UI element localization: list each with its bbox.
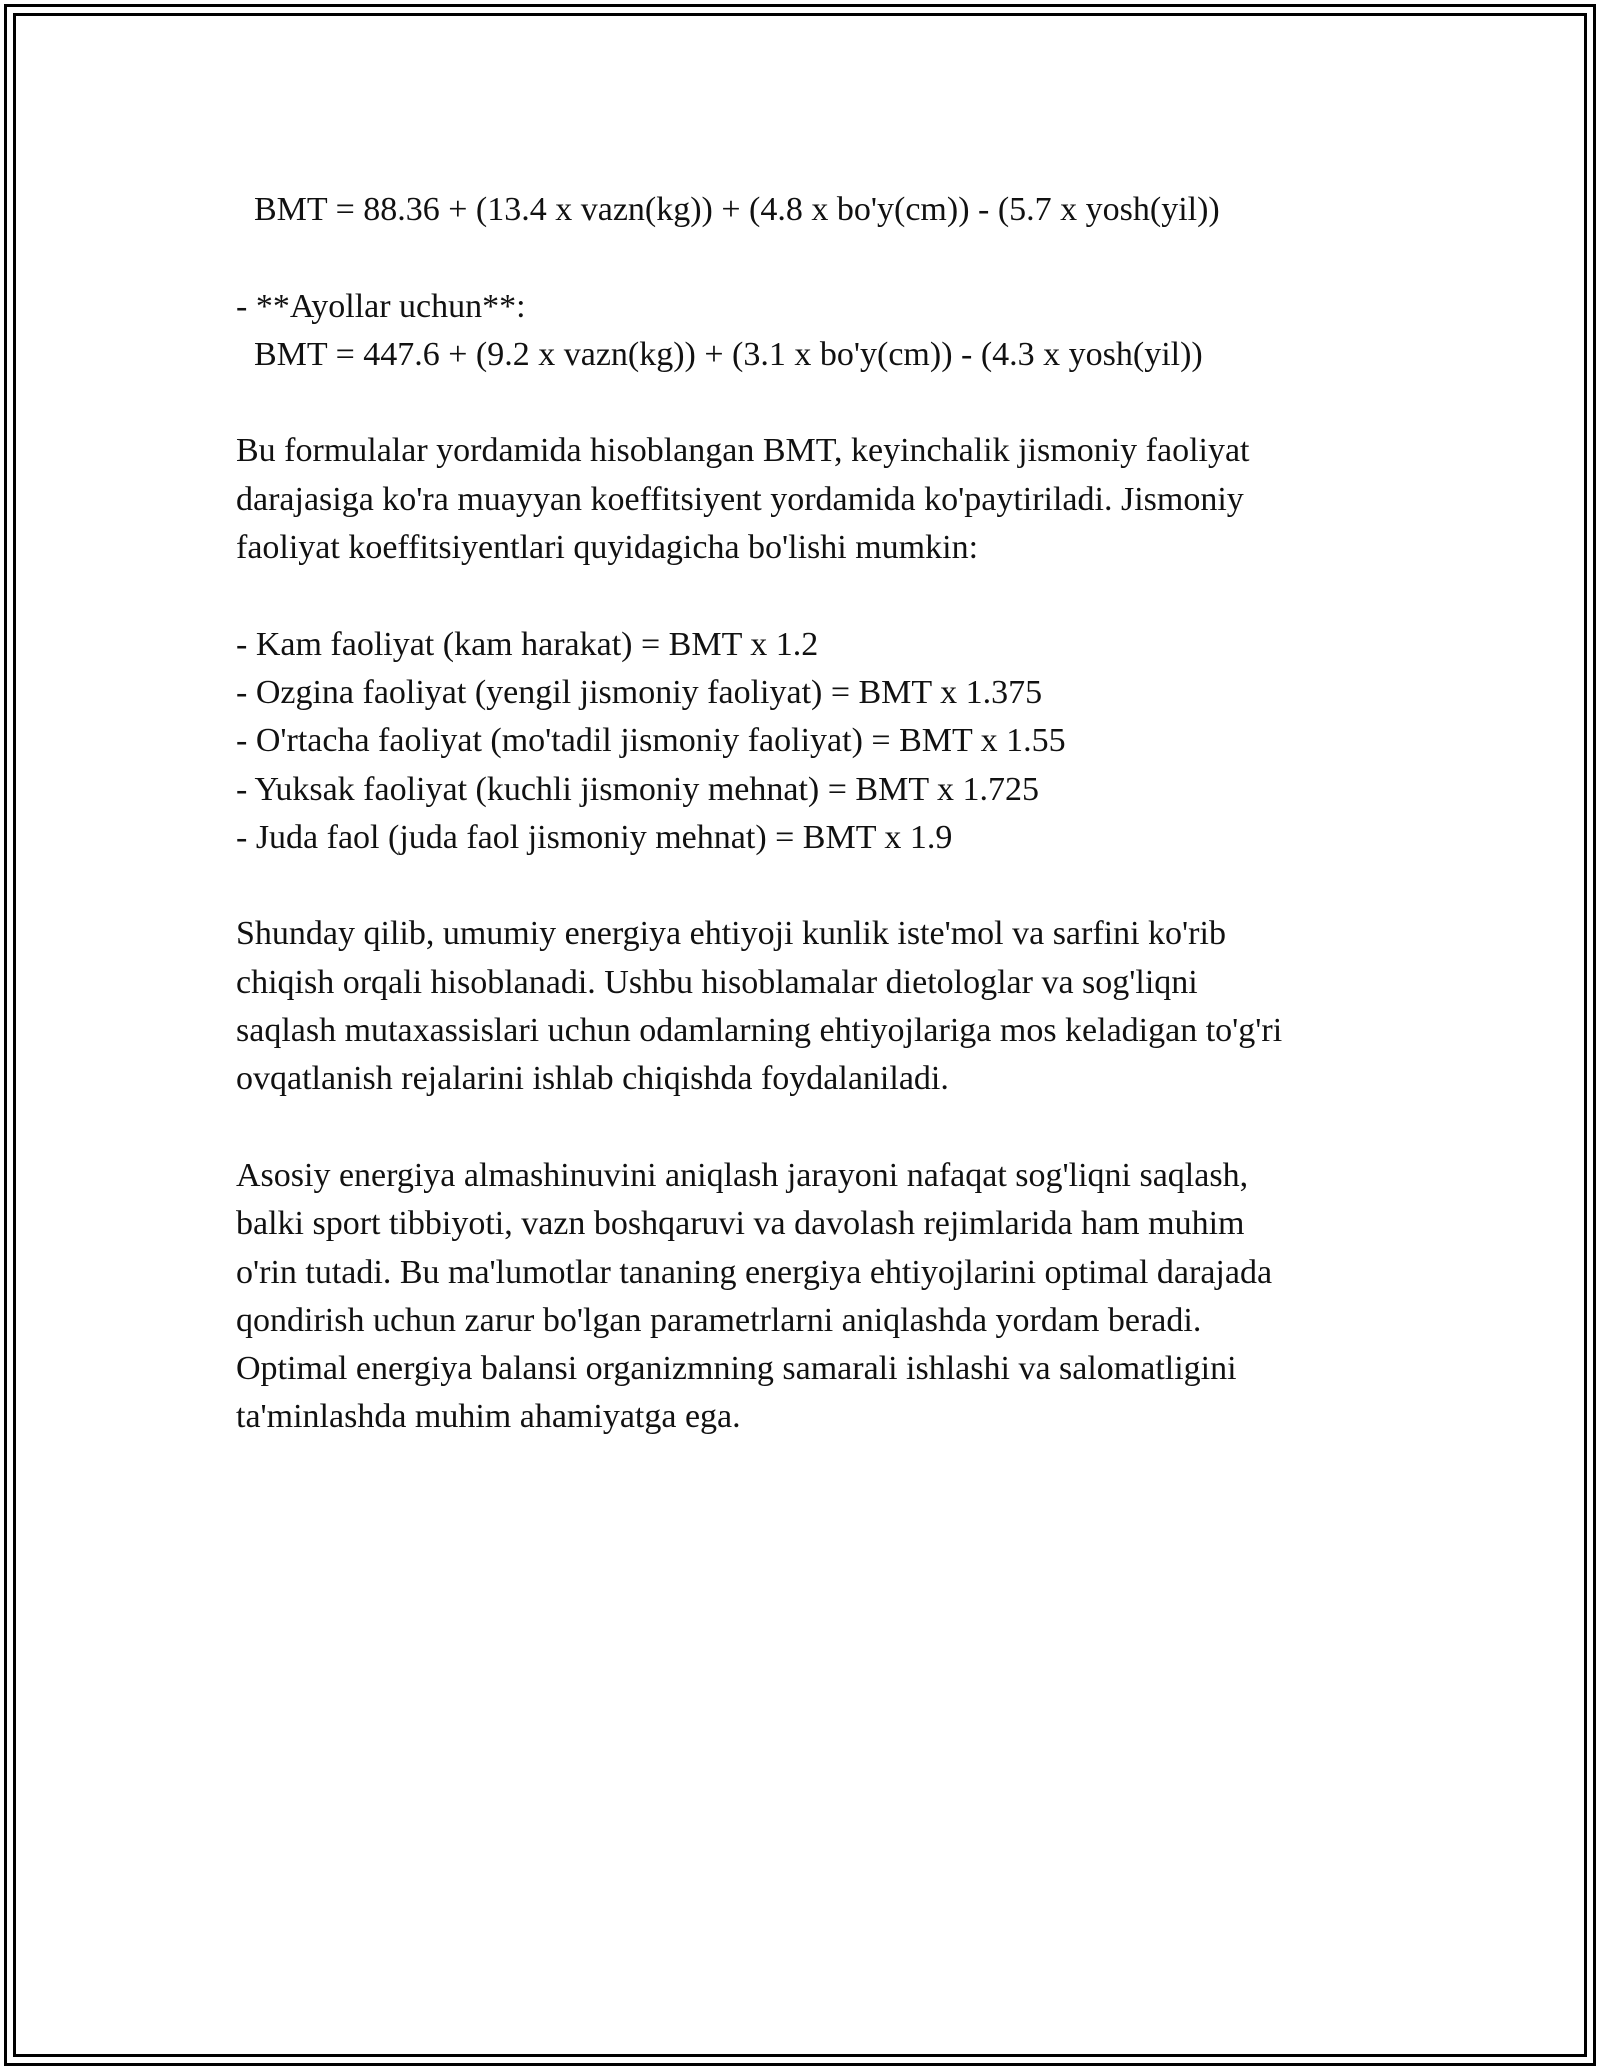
list-item: - Yuksak faoliyat (kuchli jismoniy mehnat) = BMT x 1.725: [236, 770, 1039, 808]
activity-coefficient-list: [236, 621, 1396, 862]
paragraph-line: chiqish orqali hisoblanadi. Ushbu hisoblamalar dietologlar va sog'liqni: [236, 963, 1198, 1001]
paragraph-conclusion: [236, 1152, 1396, 1442]
list-item: - Ozgina faoliyat (yengil jismoniy faoliyat) = BMT x 1.375: [236, 673, 1043, 711]
spacer: [236, 572, 1396, 620]
spacer: [236, 379, 1396, 427]
paragraph-energy-need: [236, 910, 1396, 1103]
paragraph-line: darajasiga ko'ra muayyan koeffitsiyent yordamida ko'paytiriladi. Jismoniy: [236, 480, 1244, 518]
spacer: [236, 234, 1396, 282]
paragraph-line: Optimal energiya balansi organizmning samarali ishlashi va salomatligini: [236, 1350, 1237, 1388]
paragraph-line: Shunday qilib, umumiy energiya ehtiyoji kunlik iste'mol va sarfini ko'rib: [236, 915, 1226, 953]
paragraph-line: qondirish uchun zarur bo'lgan parametrlarni aniqlashda yordam beradi.: [236, 1301, 1202, 1339]
list-item: - Kam faoliyat (kam harakat) = BMT x 1.2: [236, 625, 819, 663]
list-item: - O'rtacha faoliyat (mo'tadil jismoniy faoliyat) = BMT x 1.55: [236, 722, 1066, 760]
paragraph-line: o'rin tutadi. Bu ma'lumotlar tananing energiya ehtiyojlarini optimal darajada: [236, 1253, 1273, 1291]
list-item: - Juda faol (juda faol jismoniy mehnat) = BMT x 1.9: [236, 818, 953, 856]
paragraph-line: ovqatlanish rejalarini ishlab chiqishda foydalaniladi.: [236, 1060, 949, 1098]
women-formula: BMT = 447.6 + (9.2 x vazn(kg)) + (3.1 x bo'y(cm)) - (4.3 x yosh(yil)): [254, 335, 1203, 373]
women-heading: - **Ayollar uchun**:: [236, 287, 526, 325]
paragraph-line: balki sport tibbiyoti, vazn boshqaruvi va davolash rejimlarida ham muhim: [236, 1205, 1245, 1243]
paragraph-line: Bu formulalar yordamida hisoblangan BMT, keyinchalik jismoniy faoliyat: [236, 432, 1250, 470]
document-body: [236, 186, 1396, 1442]
paragraph-activity-intro: [236, 427, 1396, 572]
paragraph-line: Asosiy energiya almashinuvini aniqlash jarayoni nafaqat sog'liqni saqlash,: [236, 1156, 1249, 1194]
paragraph-line: ta'minlashda muhim ahamiyatga ega.: [236, 1398, 741, 1436]
men-formula: BMT = 88.36 + (13.4 x vazn(kg)) + (4.8 x bo'y(cm)) - (5.7 x yosh(yil)): [254, 191, 1220, 228]
paragraph-line: saqlash mutaxassislari uchun odamlarning ehtiyojlariga mos keladigan to'g'ri: [236, 1012, 1283, 1050]
spacer: [236, 862, 1396, 910]
spacer: [236, 1104, 1396, 1152]
paragraph-line: faoliyat koeffitsiyentlari quyidagicha bo'lishi mumkin:: [236, 529, 979, 567]
